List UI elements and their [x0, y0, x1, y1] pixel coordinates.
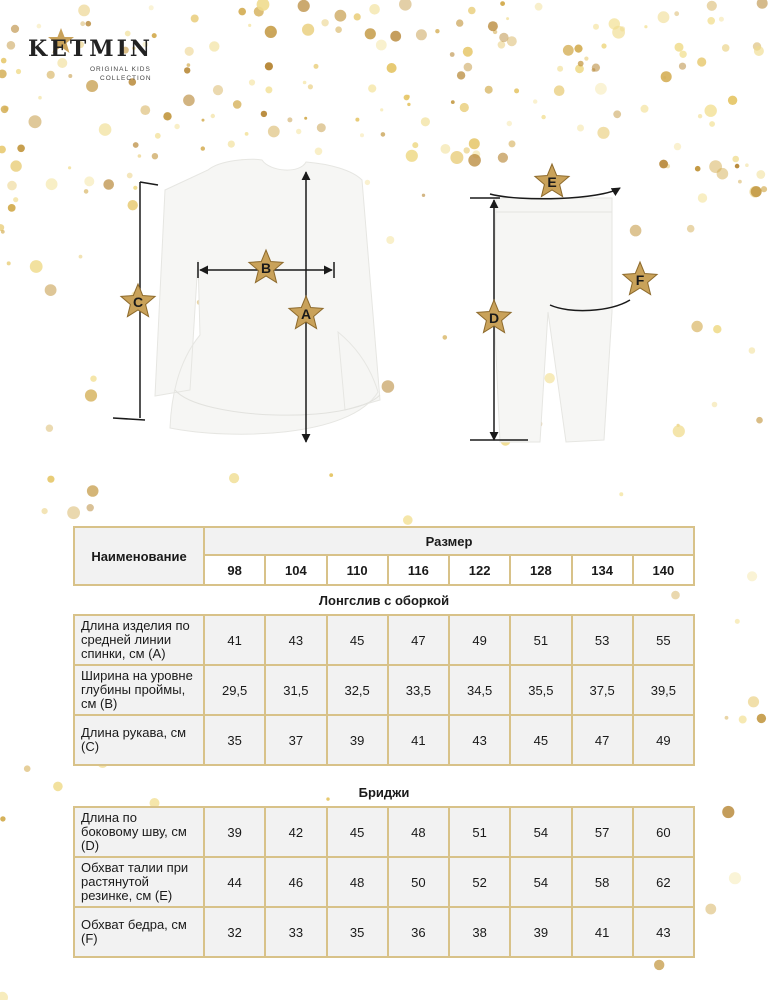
- size-value: 134: [572, 555, 633, 585]
- table-row: [74, 615, 694, 665]
- table-row: [74, 907, 694, 957]
- longsleeve-shape: [155, 159, 380, 434]
- measurement-value: 46: [265, 857, 326, 907]
- measurement-value: 48: [327, 857, 388, 907]
- size-value: 128: [510, 555, 571, 585]
- section-title: Лонгслив с оборкой: [318, 592, 450, 608]
- measurement-value: 45: [327, 615, 388, 665]
- measurement-value: 48: [388, 807, 449, 857]
- measurement-value: 37: [265, 715, 326, 765]
- measurement-value: 43: [265, 615, 326, 665]
- section-title-row: [74, 585, 694, 615]
- measurement-value: 39: [204, 807, 265, 857]
- measurement-value: 54: [510, 807, 571, 857]
- logo-tagline-2: COLLECTION: [100, 75, 152, 82]
- confetti-dot: [722, 806, 734, 818]
- measurement-value: 32,5: [327, 665, 388, 715]
- measurement-value: 33: [265, 907, 326, 957]
- confetti-dot: [748, 696, 759, 707]
- measurement-name: Ширина на уровне глубины проймы, см (В): [74, 665, 204, 715]
- size-value: 110: [327, 555, 388, 585]
- measurement-name: Длина рукава, см (С): [74, 715, 204, 765]
- measurement-value: 62: [633, 857, 694, 907]
- table-row: [74, 857, 694, 907]
- confetti-dot: [725, 716, 729, 720]
- size-value: 116: [388, 555, 449, 585]
- confetti-dot: [53, 782, 63, 792]
- measurement-value: 50: [388, 857, 449, 907]
- size-table-body: [74, 527, 694, 957]
- table-row: [74, 807, 694, 857]
- measurement-value: 47: [572, 715, 633, 765]
- star-label-c: C: [132, 294, 144, 310]
- section-title: Бриджи: [358, 784, 410, 800]
- measurement-value: 35,5: [510, 665, 571, 715]
- measurement-value: 45: [510, 715, 571, 765]
- measurement-value: 41: [572, 907, 633, 957]
- measurement-value: 35: [327, 907, 388, 957]
- measurement-value: 42: [265, 807, 326, 857]
- measurement-value: 49: [633, 715, 694, 765]
- confetti-dot: [654, 960, 664, 970]
- star-label-d: D: [488, 310, 500, 326]
- confetti-dot: [0, 816, 5, 821]
- section-title-row: [74, 778, 694, 807]
- breeches-shape: [494, 198, 612, 442]
- measurement-value: 34,5: [449, 665, 510, 715]
- measurement-value: 55: [633, 615, 694, 665]
- measurement-value: 31,5: [265, 665, 326, 715]
- measurement-value: 37,5: [572, 665, 633, 715]
- measurement-name: Длина по боковому шву, см (D): [74, 807, 204, 857]
- confetti-dot: [24, 765, 31, 772]
- size-value: 122: [449, 555, 510, 585]
- measurement-value: 36: [388, 907, 449, 957]
- measurement-value: 43: [449, 715, 510, 765]
- size-value: 140: [633, 555, 694, 585]
- measurement-value: 33,5: [388, 665, 449, 715]
- logo-tagline-1: ORIGINAL KIDS: [90, 66, 151, 73]
- name-header: Наименование: [74, 527, 204, 585]
- measurement-value: 52: [449, 857, 510, 907]
- star-label-a: A: [300, 306, 312, 322]
- measurement-name: Длина изделия по средней линии спинки, см (А): [74, 615, 204, 665]
- measurement-value: 39: [327, 715, 388, 765]
- star-label-e: E: [547, 174, 557, 190]
- measurement-value: 53: [572, 615, 633, 665]
- size-header: Размер: [204, 527, 694, 555]
- size-value: 98: [204, 555, 265, 585]
- confetti-dot: [739, 716, 747, 724]
- measurement-name: Обхват бедра, см (F): [74, 907, 204, 957]
- confetti-dot: [729, 872, 741, 884]
- confetti-dot: [0, 992, 8, 1000]
- measurement-value: 38: [449, 907, 510, 957]
- measurement-value: 51: [449, 807, 510, 857]
- confetti-dot: [705, 904, 716, 915]
- measurement-value: 51: [510, 615, 571, 665]
- table-row: [74, 715, 694, 765]
- size-table: [73, 526, 695, 958]
- confetti-dot: [757, 714, 766, 723]
- table-row: [74, 665, 694, 715]
- section-spacer: [74, 765, 694, 778]
- star-label-f: F: [635, 272, 645, 288]
- size-value: 104: [265, 555, 326, 585]
- measurement-value: 49: [449, 615, 510, 665]
- measurement-value: 45: [327, 807, 388, 857]
- measurement-value: 35: [204, 715, 265, 765]
- measurement-value: 54: [510, 857, 571, 907]
- measurement-value: 43: [633, 907, 694, 957]
- measurement-value: 58: [572, 857, 633, 907]
- confetti-dot: [747, 571, 757, 581]
- measurement-value: 29,5: [204, 665, 265, 715]
- measurement-value: 39: [510, 907, 571, 957]
- confetti-dot: [735, 619, 740, 624]
- size-table-header-row: [74, 527, 694, 555]
- measurement-value: 32: [204, 907, 265, 957]
- measurement-value: 39,5: [633, 665, 694, 715]
- measurement-value: 47: [388, 615, 449, 665]
- measurement-name: Обхват талии при растянутой резинке, см (Е): [74, 857, 204, 907]
- measurement-value: 41: [388, 715, 449, 765]
- star-label-b: B: [260, 260, 272, 276]
- logo-brand: KETMIN: [28, 36, 154, 62]
- measurement-value: 41: [204, 615, 265, 665]
- measurement-value: 57: [572, 807, 633, 857]
- measurement-value: 44: [204, 857, 265, 907]
- measurement-value: 60: [633, 807, 694, 857]
